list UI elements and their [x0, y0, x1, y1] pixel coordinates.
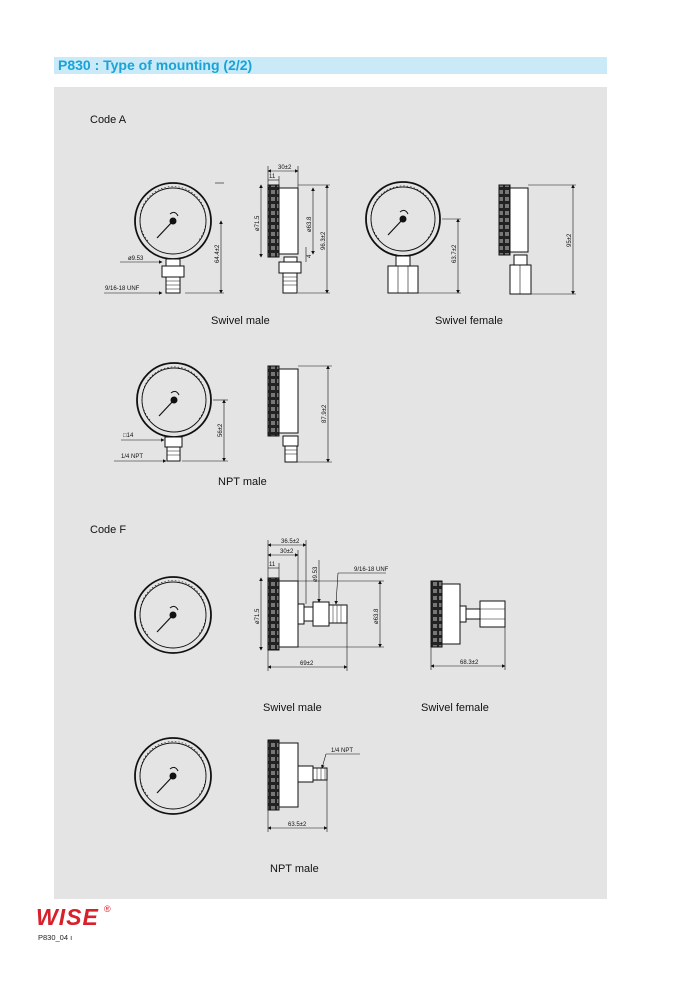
dim-f-w635: 63.5±2	[288, 822, 307, 828]
dim-f-d953: ø9.53	[313, 566, 319, 582]
dim-f-w30: 30±2	[280, 549, 294, 555]
dim-f-d638: ø63.8	[374, 608, 380, 624]
dim-a-h563: 56±2	[218, 423, 224, 437]
code-f-swivel-female-side-view	[431, 581, 505, 670]
caption-f-swivel-female: Swivel female	[421, 702, 489, 714]
dim-a-sq14: □14	[123, 433, 134, 439]
code-f-swivel-male-front-view	[135, 577, 211, 653]
dim-a-w4: 4	[307, 254, 313, 258]
dim-a-w11: 11	[269, 174, 276, 180]
code-f-label: Code F	[90, 524, 127, 536]
registered-mark: ®	[104, 904, 111, 914]
wise-logo: WISE	[36, 904, 99, 930]
caption-a-swivel-male: Swivel male	[211, 315, 270, 327]
dim-a-h644: 64.4±2	[215, 244, 221, 263]
dim-a-h637: 63.7±2	[452, 244, 458, 263]
dim-f-unf: 9/16-18 UNF	[354, 567, 389, 573]
caption-f-npt-male: NPT male	[270, 863, 319, 875]
code-f-npt-male-front-view	[135, 738, 211, 814]
dim-a-h95: 95±2	[567, 233, 573, 247]
code-a-swivel-male-side-view	[261, 166, 330, 293]
caption-f-swivel-male: Swivel male	[263, 702, 322, 714]
code-a-label: Code A	[90, 114, 127, 126]
dim-a-unf: 9/16-18 UNF	[105, 286, 140, 292]
dim-f-w69: 69±2	[300, 661, 314, 667]
dim-a-w30: 30±2	[278, 165, 292, 171]
caption-a-npt-male: NPT male	[218, 476, 267, 488]
code-a-swivel-female-side-view	[499, 185, 576, 294]
dim-f-npt: 1/4 NPT	[331, 748, 354, 754]
page-reference: P830_04 ı	[38, 933, 73, 942]
dim-a-h963: 96.3±2	[321, 231, 327, 250]
code-f-swivel-male-side-view	[261, 540, 386, 671]
dim-a-d715: ø71.5	[255, 215, 261, 231]
dim-a-npt: 1/4 NPT	[121, 454, 144, 460]
code-a-swivel-male-front-view	[104, 183, 224, 293]
dim-a-h879: 87.9±2	[322, 404, 328, 423]
page-title: P830 : Type of mounting (2/2)	[58, 57, 253, 73]
dim-f-w365: 36.5±2	[281, 539, 300, 545]
code-a-swivel-female-front-view	[366, 182, 461, 293]
dim-a-d638: ø63.8	[307, 216, 313, 232]
dim-f-w683: 68.3±2	[460, 660, 479, 666]
dim-f-w11: 11	[269, 562, 276, 568]
code-a-npt-male-front-view	[114, 363, 228, 461]
dim-a-d953: ø9.53	[128, 256, 144, 262]
dim-f-d715: ø71.5	[255, 608, 261, 624]
caption-a-swivel-female: Swivel female	[435, 315, 503, 327]
